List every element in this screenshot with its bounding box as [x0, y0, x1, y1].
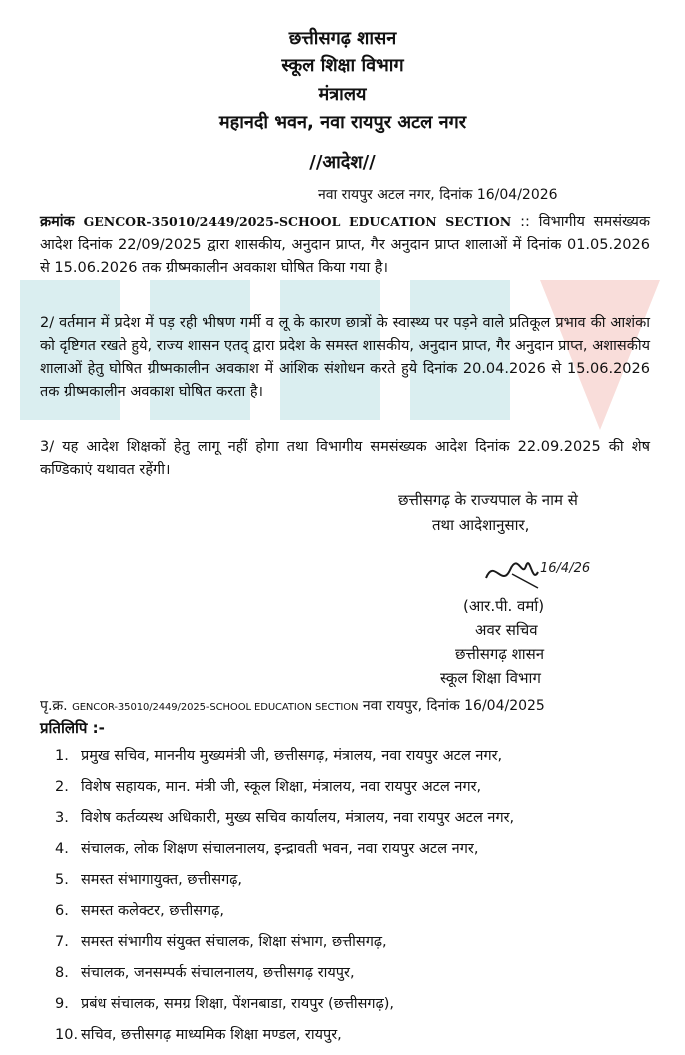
list-item-text: प्रबंध संचालक, समग्र शिक्षा, पेंशनबाडा, रायपुर (छत्तीसगढ़),: [81, 996, 395, 1012]
list-item: [55, 993, 514, 1024]
list-item-text: समस्त संभागीय संयुक्त संचालक, शिक्षा संभाग, छत्तीसगढ़,: [81, 934, 387, 950]
list-item: [55, 807, 514, 838]
office-address: महानदी भवन, नवा रायपुर अटल नगर: [218, 112, 467, 133]
list-item-text: संचालक, जनसम्पर्क संचालनालय, छत्तीसगढ़ रायपुर,: [81, 965, 355, 981]
copy-to-heading: प्रतिलिपि :-: [40, 719, 105, 737]
paragraph-1-prefix: क्रमांक: [40, 214, 75, 230]
order-reference-number: GENCOR-35010/2449/2025-SCHOOL EDUCATION SECTION: [83, 214, 512, 229]
list-item: [55, 1024, 514, 1055]
order-title: //आदेश//: [309, 152, 376, 173]
authority-line-2: तथा आदेशानुसार,: [432, 516, 530, 534]
signatory-govt: छत्तीसगढ़ शासन: [455, 645, 545, 663]
list-item-text: प्रमुख सचिव, माननीय मुख्यमंत्री जी, छत्तीसगढ़, मंत्रालय, नवा रायपुर अटल नगर,: [81, 748, 503, 764]
list-item: [55, 962, 514, 993]
endorsement-prefix: पृ.क्र.: [40, 698, 68, 714]
signatory-department: स्कूल शिक्षा विभाग: [440, 669, 541, 687]
list-item: [55, 776, 514, 807]
list-item-number: 1.: [55, 748, 69, 764]
govt-name: छत्तीसगढ़ शासन: [288, 28, 397, 49]
signature-date: 16/4/26: [540, 561, 591, 576]
list-item: [55, 745, 514, 776]
department-name: स्कूल शिक्षा विभाग: [281, 55, 404, 76]
authority-line-1: छत्तीसगढ़ के राज्यपाल के नाम से: [398, 491, 578, 509]
list-item-number: 9.: [55, 996, 69, 1012]
list-item: [55, 869, 514, 900]
list-item: [55, 931, 514, 962]
list-item-text: सचिव, छत्तीसगढ़ माध्यमिक शिक्षा मण्डल, रायपुर,: [81, 1027, 342, 1043]
list-item-number: 8.: [55, 965, 69, 981]
list-item-text: विशेष सहायक, मान. मंत्री जी, स्कूल शिक्षा, मंत्रालय, नवा रायपुर अटल नगर,: [81, 779, 482, 795]
list-item-text: विशेष कर्तव्यस्थ अधिकारी, मुख्य सचिव कार्यालय, मंत्रालय, नवा रायपुर अटल नगर,: [81, 810, 515, 826]
paragraph-2: 2/ वर्तमान में प्रदेश में पड़ रही भीषण गर्मी व लू के कारण छात्रों के स्वास्थ्य पर पड़ने वाले प्रतिकूल प्रभाव की आशंका को दृष्टिगत रखते हुये, राज्य शासन एतद् द्वारा प्रदेश के समस्त शासकीय, अनुदान प्राप्त, गैर अनुदान प्राप्त, अशासकीय शालाओं हेतु घोषित ग्रीष्मकालीन अवकाश में आंशिक संशोधन करते हुये दिनांक 20.04.2026 से 15.06.2026 तक ग्रीष्मकालीन अवकाश घोषित करता है।: [40, 315, 650, 400]
list-item-text: संचालक, लोक शिक्षण संचालनालय, इन्द्रावती भवन, नवा रायपुर अटल नगर,: [81, 841, 479, 857]
signatory-name: (आर.पी. वर्मा): [463, 597, 545, 615]
list-item: [55, 838, 514, 869]
list-item: [55, 900, 514, 931]
copy-to-list: [55, 745, 514, 1055]
list-item-text: समस्त संभागायुक्त, छत्तीसगढ़,: [81, 872, 242, 888]
signature: [482, 548, 592, 596]
list-item-number: 2.: [55, 779, 69, 795]
ministry-name: मंत्रालय: [318, 84, 367, 105]
list-item-number: 7.: [55, 934, 69, 950]
signatory-designation: अवर सचिव: [475, 621, 538, 639]
list-item-number: 10.: [55, 1027, 79, 1043]
list-item-number: 4.: [55, 841, 69, 857]
list-item-number: 5.: [55, 872, 69, 888]
endorsement-reference: GENCOR-35010/2449/2025-SCHOOL EDUCATION SECTION: [72, 702, 359, 713]
paragraph-1: [40, 210, 650, 280]
list-item-number: 3.: [55, 810, 69, 826]
paragraph-3: 3/ यह आदेश शिक्षकों हेतु लागू नहीं होगा तथा विभागीय समसंख्यक आदेश दिनांक 22.09.2025 की शेष कण्डिकाएं यथावत रहेंगी।: [40, 439, 650, 478]
list-item-number: 6.: [55, 903, 69, 919]
paragraph-1-text: :: विभागीय समसंख्यक आदेश दिनांक 22/09/2025 द्वारा शासकीय, अनुदान प्राप्त, गैर अनुदान प्राप्त शालाओं में दिनांक 01.05.2026 से 15.06.2026 तक ग्रीष्मकालीन अवकाश घोषित किया गया है।: [40, 214, 651, 276]
endorsement-line: [40, 696, 545, 715]
list-item-text: समस्त कलेक्टर, छत्तीसगढ़,: [81, 903, 224, 919]
endorsement-place-date: नवा रायपुर, दिनांक 16/04/2025: [362, 698, 545, 714]
order-place-date: नवा रायपुर अटल नगर, दिनांक 16/04/2026: [318, 187, 558, 203]
